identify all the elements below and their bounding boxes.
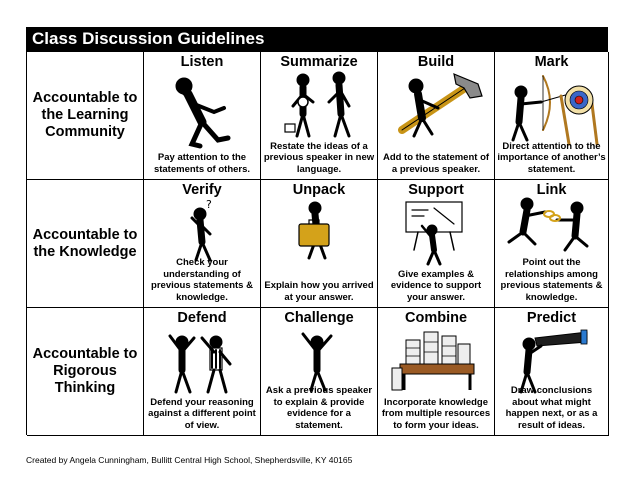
card-heading: Support — [408, 182, 464, 198]
card-mark — [495, 52, 609, 180]
card-heading: Listen — [180, 54, 224, 70]
card-unpack — [261, 180, 378, 308]
card-link — [495, 180, 609, 308]
card-heading: Build — [417, 54, 455, 70]
page-title: Class Discussion Guidelines — [26, 27, 608, 51]
card-heading: Unpack — [292, 182, 346, 198]
card-heading: Mark — [534, 54, 569, 70]
card-heading: Link — [536, 182, 567, 198]
card-description: Defend your reasoning against a different point of view. — [148, 396, 256, 431]
card-heading: Challenge — [284, 310, 354, 326]
svg-text:?: ? — [206, 198, 212, 211]
card-description: Incorporate knowledge from multiple resources to form your ideas. — [381, 396, 491, 431]
card-description: Restate the ideas of a previous speaker in new language. — [263, 140, 375, 175]
card-defend — [144, 308, 261, 436]
card-description: Ask a previous speaker to explain & provide evidence for a statement. — [265, 385, 373, 431]
row-label-learning-community: Accountable to the Learning Community — [27, 52, 144, 180]
card-build — [378, 52, 495, 180]
card-summarize — [261, 52, 378, 180]
card-description: Give examples & evidence to support your answer. — [390, 268, 482, 303]
row-label-knowledge: Accountable to the Knowledge — [27, 180, 144, 308]
row-label-rigorous-thinking: Accountable to Rigorous Thinking — [27, 308, 144, 436]
card-description: Draw conclusions about what might happen next, or as a result of ideas. — [505, 385, 598, 431]
card-listen — [144, 52, 261, 180]
card-heading: Summarize — [280, 54, 358, 70]
card-verify — [144, 180, 261, 308]
card-heading: Verify — [182, 182, 222, 198]
card-description: Pay attention to the statements of others. — [153, 152, 251, 175]
card-description: Direct attention to the importance of another’s statement. — [497, 140, 606, 175]
card-heading: Defend — [177, 310, 227, 326]
card-challenge — [261, 308, 378, 436]
card-description: Check your understanding of previous statements & knowledge. — [151, 257, 253, 303]
card-predict — [495, 308, 609, 436]
card-description: Add to the statement of a previous speaker. — [382, 152, 490, 175]
card-description: Explain how you arrived at your answer. — [264, 280, 374, 303]
guidelines-grid — [26, 51, 608, 435]
footer-credit: Created by Angela Cunningham, Bullitt Central High School, Shepherdsville, KY 40165 — [26, 455, 353, 465]
card-description: Point out the relationships among previous statements & knowledge. — [500, 257, 603, 303]
card-heading: Predict — [526, 310, 577, 326]
card-support — [378, 180, 495, 308]
card-combine — [378, 308, 495, 436]
card-heading: Combine — [404, 310, 468, 326]
